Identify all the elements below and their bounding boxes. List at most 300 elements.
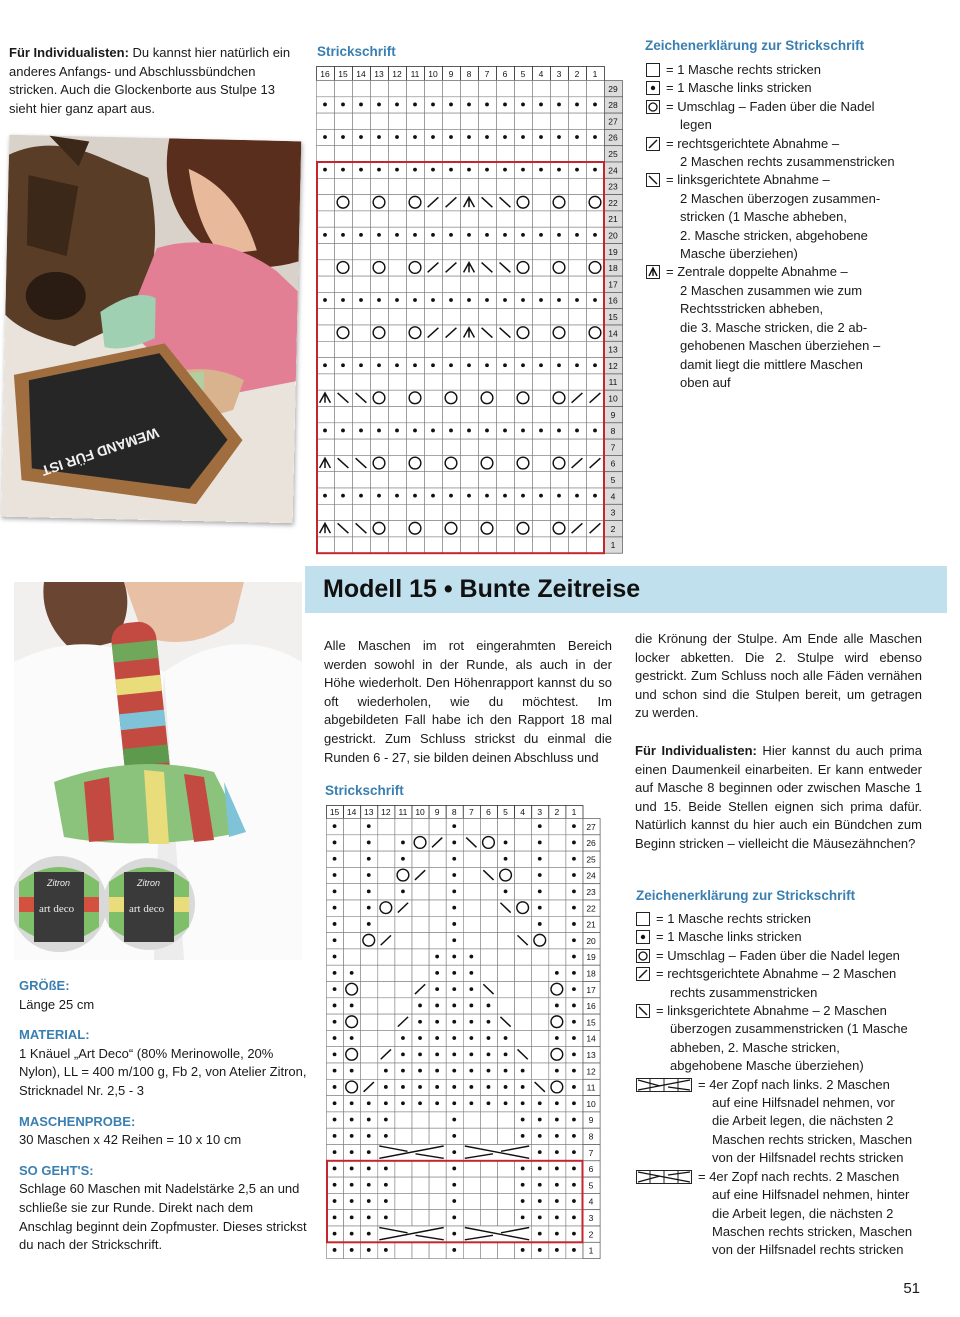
purl-stitch xyxy=(401,1052,405,1056)
purl-stitch xyxy=(333,1036,337,1040)
purl-stitch xyxy=(503,494,507,498)
purl-stitch xyxy=(384,1101,388,1105)
purl-stitch xyxy=(485,429,489,433)
row-number: 8 xyxy=(610,426,616,437)
purl-stitch xyxy=(557,494,561,498)
legend-line: = linksgerichtete Abnahme – xyxy=(666,172,830,188)
page-number: 51 xyxy=(903,1280,920,1297)
purl-stitch xyxy=(435,971,439,975)
row-number: 25 xyxy=(608,149,618,159)
purl-stitch xyxy=(555,1150,559,1154)
purl-stitch xyxy=(487,1085,491,1089)
purl-stitch xyxy=(413,429,417,433)
column-number: 2 xyxy=(574,69,580,79)
purl-stitch xyxy=(485,298,489,302)
purl-stitch xyxy=(504,1101,508,1105)
legend-line: auf eine Hilfsnadel nehmen, vor xyxy=(712,1095,895,1111)
purl-stitch xyxy=(521,1101,525,1105)
purl-stitch xyxy=(384,1167,388,1171)
row-number: 10 xyxy=(608,393,618,404)
legend-line: Maschen rechts stricken, Maschen xyxy=(712,1131,913,1147)
purl-stitch xyxy=(452,1020,456,1024)
purl-stitch xyxy=(538,1199,542,1203)
legend-line: damit liegt die mittlere Maschen xyxy=(680,356,863,372)
purl-stitch xyxy=(487,1036,491,1040)
column-number: 9 xyxy=(434,807,440,817)
purl-stitch xyxy=(449,363,453,367)
legend-line: abgehobene Masche überziehen) xyxy=(670,1058,864,1074)
column-number: 13 xyxy=(374,69,384,79)
purl-stitch xyxy=(504,1036,508,1040)
purl-stitch xyxy=(557,103,561,107)
purl-stitch xyxy=(435,955,439,959)
purl-stitch xyxy=(572,1150,576,1154)
yarn-label-1: art deco xyxy=(39,903,75,915)
chart2 xyxy=(326,805,618,1266)
purl-stitch xyxy=(431,168,435,172)
purl-stitch xyxy=(323,103,327,107)
column-number: 13 xyxy=(364,807,374,817)
row-number: 10 xyxy=(586,1098,596,1109)
purl-stitch xyxy=(521,1085,525,1089)
row-number: 21 xyxy=(608,214,618,225)
purl-stitch xyxy=(538,841,542,845)
row-number: 18 xyxy=(586,968,596,979)
purl-stitch xyxy=(539,135,543,139)
purl-stitch xyxy=(555,971,559,975)
purl-stitch xyxy=(555,1215,559,1219)
purl-stitch xyxy=(359,103,363,107)
purl-stitch xyxy=(449,168,453,172)
purl-stitch xyxy=(449,298,453,302)
purl-stitch xyxy=(503,135,507,139)
row-number: 6 xyxy=(588,1164,594,1175)
purl-stitch xyxy=(341,363,345,367)
legend-item-text xyxy=(666,98,874,135)
row-number: 1 xyxy=(610,540,616,551)
purl-stitch xyxy=(350,1248,354,1252)
purl-stitch xyxy=(413,135,417,139)
legend1-title: Zeichenerklärung zur Strickschrift xyxy=(645,38,865,53)
purl-stitch xyxy=(384,1199,388,1203)
purl-stitch xyxy=(452,1101,456,1105)
purl-stitch xyxy=(575,233,579,237)
legend-item-text xyxy=(698,1076,912,1168)
column-number: 14 xyxy=(356,69,366,79)
purl-stitch xyxy=(572,1118,576,1122)
purl-stitch xyxy=(341,168,345,172)
purl-stitch xyxy=(538,1248,542,1252)
row-number: 2 xyxy=(610,523,616,534)
purl-stitch xyxy=(575,103,579,107)
row-number: 8 xyxy=(588,1131,594,1142)
row-number: 11 xyxy=(586,1082,596,1093)
purl-stitch xyxy=(341,494,345,498)
purl-stitch xyxy=(521,494,525,498)
left-decrease-icon xyxy=(636,1004,650,1018)
purl-stitch xyxy=(333,1134,337,1138)
purl-stitch xyxy=(333,1118,337,1122)
size-label: GRÖßE: xyxy=(19,978,70,993)
column-number: 12 xyxy=(392,69,402,79)
purl-stitch xyxy=(435,987,439,991)
purl-stitch xyxy=(572,1199,576,1203)
purl-stitch xyxy=(575,494,579,498)
purl-stitch xyxy=(557,363,561,367)
purl-stitch xyxy=(452,841,456,845)
purl-stitch xyxy=(401,1085,405,1089)
purl-stitch xyxy=(575,168,579,172)
row-number: 5 xyxy=(610,475,616,485)
row-number: 27 xyxy=(608,116,618,127)
purl-stitch xyxy=(487,1020,491,1024)
purl-stitch xyxy=(384,1085,388,1089)
purl-stitch xyxy=(367,1183,371,1187)
finishing-paragraph: die Krönung der Stulpe. Am Ende alle Maschen locker abketten. Die 2. Stulpe wird ebenso gestrickt. Zum Schluss noch alle Fäden vernähen und schon sind die Stulpen bereit, um getragen zu werden. xyxy=(635,631,922,721)
purl-stitch xyxy=(350,1167,354,1171)
purl-stitch xyxy=(341,298,345,302)
purl-stitch xyxy=(413,298,417,302)
purl-stitch xyxy=(401,841,405,845)
purl-stitch xyxy=(538,1134,542,1138)
purl-stitch xyxy=(487,1052,491,1056)
purl-stitch xyxy=(401,1036,405,1040)
row-number: 7 xyxy=(588,1147,594,1158)
purl-stitch xyxy=(487,1069,491,1073)
purl-stitch xyxy=(521,298,525,302)
individualist-text: Hier kannst du auch prima einen Daumenkeil einarbeiten. Er kann entweder auf Masche 8 beginnen oder zwischen Masche 1 und 15. Beide Stellen eignen sich prima dafür. Natürlich kannst du hier auch ein Bündchen zum Beginn stricken – vielleicht die Mäusezähnchen? xyxy=(635,743,922,851)
legend-line: die 3. Masche stricken, die 2 ab- xyxy=(680,319,868,335)
purl-stitch xyxy=(341,135,345,139)
purl-stitch xyxy=(555,1069,559,1073)
purl-stitch xyxy=(593,168,597,172)
purl-stitch xyxy=(333,1020,337,1024)
purl-stitch xyxy=(367,1215,371,1219)
purl-stitch xyxy=(333,922,337,926)
purl-stitch xyxy=(367,1199,371,1203)
purl-stitch xyxy=(350,1118,354,1122)
purl-stitch xyxy=(485,233,489,237)
legend-line: = rechtsgerichtete Abnahme – xyxy=(666,135,840,151)
purl-stitch xyxy=(539,363,543,367)
purl-stitch xyxy=(377,135,381,139)
purl-stitch xyxy=(572,1134,576,1138)
model-title-banner xyxy=(305,566,947,613)
purl-stitch xyxy=(469,987,473,991)
purl-stitch xyxy=(521,363,525,367)
purl-stitch xyxy=(431,233,435,237)
purl-stitch xyxy=(538,857,542,861)
purl-stitch xyxy=(431,135,435,139)
purl-stitch xyxy=(467,233,471,237)
purl-stitch xyxy=(452,1118,456,1122)
column-number: 11 xyxy=(410,69,420,79)
purl-stitch xyxy=(333,1232,337,1236)
purl-stitch xyxy=(431,363,435,367)
column-number: 11 xyxy=(398,807,408,817)
intro-bold-lead: Für Individualisten: xyxy=(9,45,129,60)
column-number: 5 xyxy=(503,807,508,817)
legend-line: von der Hilfsnadel rechts stricken xyxy=(712,1242,904,1258)
column-number: 12 xyxy=(381,807,391,817)
purl-stitch xyxy=(452,1134,456,1138)
purl-stitch xyxy=(350,1199,354,1203)
purl-stitch xyxy=(575,135,579,139)
purl-stitch xyxy=(333,955,337,959)
purl-stitch xyxy=(469,1020,473,1024)
purl-stitch xyxy=(333,889,337,893)
purl-stitch xyxy=(572,1248,576,1252)
chart1 xyxy=(316,66,626,563)
central-double-decrease-icon xyxy=(646,265,660,279)
purl-stitch xyxy=(395,168,399,172)
purl-stitch xyxy=(539,103,543,107)
purl-stitch xyxy=(521,1199,525,1203)
purl-stitch xyxy=(323,135,327,139)
purl-stitch xyxy=(504,857,508,861)
purl-stitch xyxy=(538,1183,542,1187)
purl-stitch xyxy=(539,168,543,172)
purl-stitch xyxy=(557,429,561,433)
legend-line: Rechtsstricken abheben, xyxy=(680,301,824,317)
purl-stitch xyxy=(367,1167,371,1171)
purl-stitch xyxy=(555,1101,559,1105)
purl-stitch xyxy=(333,971,337,975)
purl-stitch xyxy=(555,1199,559,1203)
legend-item-text xyxy=(666,79,812,97)
purl-stitch xyxy=(572,987,576,991)
purl-stitch xyxy=(555,1167,559,1171)
purl-stitch xyxy=(359,298,363,302)
row-number: 25 xyxy=(586,854,596,865)
purl-stitch xyxy=(395,429,399,433)
purl-stitch xyxy=(575,429,579,433)
purl-stitch xyxy=(323,429,327,433)
purl-stitch xyxy=(359,233,363,237)
purl-stitch xyxy=(555,1134,559,1138)
purl-stitch xyxy=(467,429,471,433)
purl-stitch xyxy=(452,955,456,959)
individualist-bold-lead: Für Individualisten: xyxy=(635,743,757,758)
purl-stitch xyxy=(333,1052,337,1056)
purl-stitch xyxy=(452,824,456,828)
purl-stitch xyxy=(333,938,337,942)
row-number: 24 xyxy=(608,165,618,176)
legend-item xyxy=(646,263,936,392)
purl-stitch xyxy=(521,1118,525,1122)
chart2-title: Strickschrift xyxy=(325,783,404,798)
legend-item xyxy=(636,965,936,1002)
purl-stitch xyxy=(538,873,542,877)
purl-stitch xyxy=(452,1232,456,1236)
purl-stitch xyxy=(341,103,345,107)
purl-stitch xyxy=(401,857,405,861)
row-number: 28 xyxy=(608,100,618,111)
purl-stitch xyxy=(469,955,473,959)
column-number: 15 xyxy=(338,69,348,79)
individualist-paragraph xyxy=(635,742,922,854)
specs-block xyxy=(19,977,309,1255)
row-number: 9 xyxy=(610,409,616,420)
purl-stitch xyxy=(467,298,471,302)
purl-stitch xyxy=(572,938,576,942)
purl-stitch xyxy=(538,1150,542,1154)
column-number: 10 xyxy=(428,69,438,79)
purl-stitch xyxy=(333,1215,337,1219)
legend-line: = rechtsgerichtete Abnahme – 2 Maschen xyxy=(656,966,897,982)
purl-stitch xyxy=(485,168,489,172)
purl-stitch xyxy=(418,1052,422,1056)
legend-item xyxy=(636,1168,936,1260)
column-number: 4 xyxy=(520,807,526,817)
purl-stitch xyxy=(367,1232,371,1236)
cable-right-stitch xyxy=(463,1226,531,1242)
right-decrease-icon xyxy=(636,967,650,981)
purl-stitch xyxy=(333,824,337,828)
purl-stitch xyxy=(418,1085,422,1089)
intro-paragraph xyxy=(9,44,299,118)
purl-stitch xyxy=(452,1004,456,1008)
howto-label: SO GEHT'S: xyxy=(19,1162,94,1178)
purl-stitch xyxy=(384,1134,388,1138)
purl-stitch xyxy=(418,1036,422,1040)
purl-stitch xyxy=(341,233,345,237)
purl-stitch xyxy=(395,298,399,302)
purl-stitch xyxy=(350,1069,354,1073)
gauge-label: MASCHENPROBE: xyxy=(19,1113,136,1129)
purl-stitch xyxy=(557,168,561,172)
purl-stitch xyxy=(418,1004,422,1008)
letter-board-text: WEMAND FÜR IST xyxy=(39,424,161,480)
legend-item xyxy=(636,1076,936,1168)
legend-item xyxy=(646,61,936,79)
purl-stitch xyxy=(452,922,456,926)
purl-stitch xyxy=(452,1199,456,1203)
legend-line: Maschen rechts stricken, Maschen xyxy=(712,1223,913,1239)
legend-line: die Arbeit legen, die nächsten 2 xyxy=(712,1113,894,1129)
purl-stitch xyxy=(431,494,435,498)
legend-line: = 1 Masche rechts stricken xyxy=(656,911,811,926)
purl-stitch xyxy=(413,168,417,172)
purl-stitch xyxy=(377,298,381,302)
legend-item-text xyxy=(656,947,900,965)
purl-stitch xyxy=(413,494,417,498)
purl-stitch xyxy=(504,1052,508,1056)
row-number: 13 xyxy=(586,1050,596,1060)
purl-stitch xyxy=(503,429,507,433)
cable-right-icon xyxy=(636,1170,692,1184)
row-number: 2 xyxy=(588,1229,594,1240)
purl-stitch xyxy=(413,363,417,367)
purl-stitch xyxy=(557,135,561,139)
purl-stitch xyxy=(485,135,489,139)
cable-right-stitch xyxy=(463,1145,531,1161)
purl-stitch xyxy=(467,168,471,172)
purl-stitch xyxy=(469,1085,473,1089)
row-number: 20 xyxy=(586,935,596,946)
column-number: 1 xyxy=(592,69,598,79)
row-number: 15 xyxy=(586,1017,596,1028)
row-number: 23 xyxy=(608,181,618,192)
purl-stitch xyxy=(367,1134,371,1138)
purl-stitch xyxy=(359,494,363,498)
row-number: 26 xyxy=(586,838,596,849)
purl-stitch xyxy=(333,841,337,845)
purl-stitch xyxy=(555,1232,559,1236)
row-number: 20 xyxy=(608,230,618,241)
purl-stitch xyxy=(593,429,597,433)
purl-stitch xyxy=(452,1215,456,1219)
knit-icon xyxy=(646,63,660,77)
column-number: 7 xyxy=(468,807,474,817)
purl-stitch xyxy=(367,824,371,828)
instructions-paragraph: Alle Maschen im rot eingerahmten Bereich werden sowohl in der Runde, als auch in der Höhe wiederholt. Den Höhenrapport kannst du so oft wiederholen, wie du möchtest. Im abgebildeten Fall habe ich den Rapport 18 mal gestrickt. Zum Schluss strickst du einmal die Runden 6 - 27, sie bilden deinen Abschluss und xyxy=(324,638,612,765)
purl-stitch xyxy=(557,233,561,237)
purl-stitch xyxy=(449,135,453,139)
purl-stitch xyxy=(418,1101,422,1105)
legend-item-text xyxy=(698,1168,912,1260)
howto-value: Schlage 60 Maschen mit Nadelstärke 2,5 an und schließe sie zur Runde. Direkt nach dem Anschlag beginnt dein Zopfmuster. Dieses strickst du nach der Strickschrift. xyxy=(19,1181,307,1253)
purl-stitch xyxy=(350,1036,354,1040)
legend-line: oben auf xyxy=(680,374,731,390)
purl-stitch xyxy=(521,1248,525,1252)
purl-stitch xyxy=(485,494,489,498)
purl-stitch xyxy=(395,103,399,107)
purl-stitch xyxy=(413,233,417,237)
purl-stitch xyxy=(384,1118,388,1122)
purl-stitch xyxy=(449,233,453,237)
purl-stitch xyxy=(333,1085,337,1089)
purl-stitch xyxy=(572,1232,576,1236)
legend-line: = linksgerichtete Abnahme – 2 Maschen xyxy=(656,1003,887,1019)
column-number: 10 xyxy=(415,807,425,817)
purl-stitch xyxy=(538,1232,542,1236)
purl-stitch xyxy=(572,889,576,893)
purl-stitch xyxy=(538,922,542,926)
row-number: 4 xyxy=(610,491,616,502)
purl-stitch xyxy=(521,168,525,172)
purl-stitch xyxy=(572,824,576,828)
column-number: 3 xyxy=(537,807,543,817)
purl-icon xyxy=(646,81,660,95)
purl-stitch xyxy=(333,1004,337,1008)
yarn-brand-1: Zitron xyxy=(47,878,71,888)
legend2 xyxy=(636,910,936,1260)
row-number: 11 xyxy=(608,377,618,388)
row-number: 12 xyxy=(608,360,618,371)
legend-item xyxy=(636,947,936,965)
purl-stitch xyxy=(367,1101,371,1105)
purl-stitch xyxy=(539,233,543,237)
purl-stitch xyxy=(503,363,507,367)
purl-stitch xyxy=(384,1183,388,1187)
purl-stitch xyxy=(572,841,576,845)
column-number: 6 xyxy=(486,807,491,817)
right-decrease-icon xyxy=(646,137,660,151)
size-value: Länge 25 cm xyxy=(19,996,95,1012)
purl-stitch xyxy=(359,135,363,139)
row-number: 15 xyxy=(608,312,618,322)
legend-line: = 1 Masche links stricken xyxy=(666,80,812,96)
purl-stitch xyxy=(575,363,579,367)
column-number: 9 xyxy=(448,69,454,79)
purl-stitch xyxy=(367,889,371,893)
purl-stitch xyxy=(359,168,363,172)
purl-stitch xyxy=(467,494,471,498)
row-number: 12 xyxy=(586,1066,596,1077)
purl-stitch xyxy=(503,103,507,107)
column-number: 5 xyxy=(520,69,526,79)
